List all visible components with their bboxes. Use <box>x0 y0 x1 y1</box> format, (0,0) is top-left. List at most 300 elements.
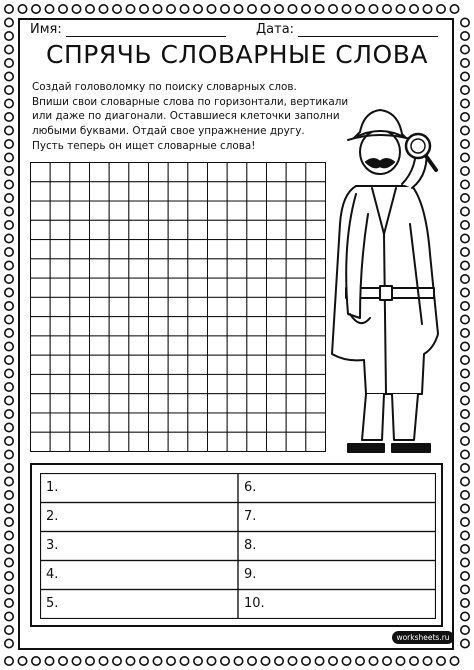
border-ring <box>5 383 13 391</box>
grid-cell[interactable] <box>90 201 110 220</box>
grid-cell[interactable] <box>306 278 326 297</box>
grid-cell[interactable] <box>90 317 110 336</box>
grid-cell[interactable] <box>129 374 149 393</box>
grid-cell[interactable] <box>188 374 208 393</box>
grid-cell[interactable] <box>70 432 90 451</box>
grid-cell[interactable] <box>31 201 51 220</box>
grid-cell[interactable] <box>168 278 188 297</box>
grid-cell[interactable] <box>227 355 247 374</box>
answer-row[interactable] <box>41 590 239 619</box>
border-ring <box>410 5 418 13</box>
instruction-line: или даже по диагонали. Оставшиеся клеточки заполни <box>32 110 340 123</box>
answer-label: 3. <box>46 538 59 553</box>
grid-cell[interactable] <box>90 240 110 259</box>
name-label: Имя: <box>30 22 62 37</box>
grid-cell[interactable] <box>149 220 169 239</box>
border-ring <box>5 72 13 80</box>
border-ring <box>5 450 13 458</box>
grid-cell[interactable] <box>247 432 267 451</box>
grid-cell[interactable] <box>129 317 149 336</box>
grid-cell[interactable] <box>129 201 149 220</box>
grid-cell[interactable] <box>50 220 70 239</box>
grid-cell[interactable] <box>227 259 247 278</box>
border-ring <box>5 545 13 553</box>
grid-cell[interactable] <box>90 432 110 451</box>
grid-cell[interactable] <box>31 432 51 451</box>
grid-cell[interactable] <box>109 182 129 201</box>
grid-cell[interactable] <box>129 432 149 451</box>
border-ring <box>5 113 13 121</box>
border-ring <box>356 657 364 665</box>
grid-cell[interactable] <box>286 201 306 220</box>
grid-cell[interactable] <box>208 336 228 355</box>
grid-cell[interactable] <box>31 182 51 201</box>
grid-cell[interactable] <box>306 220 326 239</box>
grid-cell[interactable] <box>90 413 110 432</box>
grid-cell[interactable] <box>70 394 90 413</box>
grid-cell[interactable] <box>286 413 306 432</box>
grid-cell[interactable] <box>109 432 129 451</box>
border-ring <box>5 288 13 296</box>
grid-cell[interactable] <box>70 413 90 432</box>
grid-cell[interactable] <box>70 355 90 374</box>
grid-cell[interactable] <box>168 317 188 336</box>
grid-cell[interactable] <box>247 394 267 413</box>
border-ring <box>126 5 134 13</box>
grid-cell[interactable] <box>70 182 90 201</box>
grid-cell[interactable] <box>267 220 287 239</box>
grid-cell[interactable] <box>31 163 51 182</box>
answer-row[interactable] <box>238 503 436 532</box>
grid-cell[interactable] <box>188 317 208 336</box>
grid-cell[interactable] <box>109 259 129 278</box>
grid-cell[interactable] <box>50 201 70 220</box>
border-ring <box>5 531 13 539</box>
grid-cell[interactable] <box>109 201 129 220</box>
grid-cell[interactable] <box>90 278 110 297</box>
grid-cell[interactable] <box>227 240 247 259</box>
grid-cell[interactable] <box>70 374 90 393</box>
grid-cell[interactable] <box>149 317 169 336</box>
grid-cell[interactable] <box>188 336 208 355</box>
border-ring <box>5 639 13 647</box>
grid-cell[interactable] <box>90 336 110 355</box>
grid-cell[interactable] <box>267 394 287 413</box>
grid-cell[interactable] <box>129 220 149 239</box>
grid-cell[interactable] <box>168 336 188 355</box>
border-ring <box>437 5 445 13</box>
border-ring <box>396 5 404 13</box>
grid-cell[interactable] <box>247 240 267 259</box>
grid-cell[interactable] <box>306 240 326 259</box>
grid-cell[interactable] <box>70 317 90 336</box>
border-ring <box>461 464 469 472</box>
grid-cell[interactable] <box>31 374 51 393</box>
grid-cell[interactable] <box>208 394 228 413</box>
grid-cell[interactable] <box>306 201 326 220</box>
grid-cell[interactable] <box>267 297 287 316</box>
border-ring <box>5 558 13 566</box>
grid-cell[interactable] <box>227 336 247 355</box>
grid-cell[interactable] <box>168 432 188 451</box>
grid-cell[interactable] <box>149 201 169 220</box>
grid-cell[interactable] <box>149 240 169 259</box>
border-ring <box>5 369 13 377</box>
grid-cell[interactable] <box>188 240 208 259</box>
border-ring <box>248 5 256 13</box>
grid-cell[interactable] <box>31 240 51 259</box>
border-ring <box>461 383 469 391</box>
answer-row[interactable] <box>238 474 436 503</box>
grid-cell[interactable] <box>306 413 326 432</box>
grid-cell[interactable] <box>149 394 169 413</box>
grid-cell[interactable] <box>90 259 110 278</box>
grid-cell[interactable] <box>109 374 129 393</box>
grid-cell[interactable] <box>31 355 51 374</box>
grid-cell[interactable] <box>267 317 287 336</box>
grid-cell[interactable] <box>188 201 208 220</box>
date-line[interactable] <box>298 22 438 37</box>
grid-cell[interactable] <box>50 240 70 259</box>
grid-cell[interactable] <box>109 336 129 355</box>
grid-cell[interactable] <box>227 163 247 182</box>
grid-cell[interactable] <box>188 297 208 316</box>
answer-row[interactable] <box>238 590 436 619</box>
grid-cell[interactable] <box>149 432 169 451</box>
grid-cell[interactable] <box>227 297 247 316</box>
grid-cell[interactable] <box>286 220 306 239</box>
border-ring <box>450 657 458 665</box>
grid-cell[interactable] <box>267 336 287 355</box>
border-ring <box>5 504 13 512</box>
grid-cell[interactable] <box>267 182 287 201</box>
grid-cell[interactable] <box>90 374 110 393</box>
instruction-line: любыми буквами. Отдай свое упражнение другу. <box>32 125 305 138</box>
answer-row[interactable] <box>41 532 239 561</box>
grid-cell[interactable] <box>227 278 247 297</box>
grid-cell[interactable] <box>149 355 169 374</box>
border-ring <box>461 410 469 418</box>
grid-cell[interactable] <box>31 317 51 336</box>
border-ring <box>315 657 323 665</box>
grid-cell[interactable] <box>70 201 90 220</box>
grid-cell[interactable] <box>286 394 306 413</box>
grid-cell[interactable] <box>50 163 70 182</box>
grid-cell[interactable] <box>149 297 169 316</box>
grid-cell[interactable] <box>129 336 149 355</box>
grid-cell[interactable] <box>168 259 188 278</box>
grid-cell[interactable] <box>286 355 306 374</box>
grid-cell[interactable] <box>208 432 228 451</box>
grid-cell[interactable] <box>90 220 110 239</box>
grid-cell[interactable] <box>267 432 287 451</box>
grid-cell[interactable] <box>208 182 228 201</box>
grid-cell[interactable] <box>188 432 208 451</box>
grid-cell[interactable] <box>306 336 326 355</box>
grid-cell[interactable] <box>50 394 70 413</box>
grid-cell[interactable] <box>267 374 287 393</box>
grid-cell[interactable] <box>306 182 326 201</box>
grid-cell[interactable] <box>168 240 188 259</box>
answer-label: 10. <box>244 596 265 611</box>
grid-cell[interactable] <box>109 278 129 297</box>
grid-cell[interactable] <box>286 374 306 393</box>
grid-cell[interactable] <box>70 259 90 278</box>
border-ring <box>461 207 469 215</box>
grid-cell[interactable] <box>208 240 228 259</box>
grid-cell[interactable] <box>129 413 149 432</box>
grid-cell[interactable] <box>247 336 267 355</box>
grid-cell[interactable] <box>188 163 208 182</box>
grid-cell[interactable] <box>149 413 169 432</box>
grid-cell[interactable] <box>227 413 247 432</box>
grid-cell[interactable] <box>149 336 169 355</box>
border-ring <box>329 657 337 665</box>
grid-cell[interactable] <box>129 240 149 259</box>
grid-cell[interactable] <box>70 220 90 239</box>
border-ring <box>461 261 469 269</box>
grid-cell[interactable] <box>129 355 149 374</box>
border-ring <box>461 437 469 445</box>
grid-cell[interactable] <box>31 278 51 297</box>
grid-cell[interactable] <box>129 278 149 297</box>
grid-cell[interactable] <box>188 259 208 278</box>
grid-cell[interactable] <box>247 297 267 316</box>
grid-cell[interactable] <box>208 355 228 374</box>
border-ring <box>45 5 53 13</box>
grid-cell[interactable] <box>227 220 247 239</box>
border-ring <box>461 423 469 431</box>
border-ring <box>5 518 13 526</box>
grid-cell[interactable] <box>208 297 228 316</box>
grid-cell[interactable] <box>306 355 326 374</box>
border-ring <box>167 657 175 665</box>
instruction-line: Создай головоломку по поиску словарных слов. <box>32 81 297 93</box>
grid-cell[interactable] <box>286 259 306 278</box>
border-ring <box>461 32 469 40</box>
answer-row[interactable] <box>41 561 239 590</box>
grid-cell[interactable] <box>50 317 70 336</box>
grid-cell[interactable] <box>50 413 70 432</box>
grid-cell[interactable] <box>306 432 326 451</box>
border-ring <box>221 5 229 13</box>
grid-cell[interactable] <box>208 374 228 393</box>
grid-cell[interactable] <box>50 374 70 393</box>
grid-cell[interactable] <box>267 259 287 278</box>
grid-cell[interactable] <box>267 240 287 259</box>
grid-cell[interactable] <box>149 374 169 393</box>
grid-cell[interactable] <box>129 182 149 201</box>
grid-cell[interactable] <box>286 163 306 182</box>
name-line[interactable] <box>66 22 226 37</box>
grid-cell[interactable] <box>188 220 208 239</box>
border-ring <box>5 315 13 323</box>
grid-cell[interactable] <box>208 413 228 432</box>
border-ring <box>461 477 469 485</box>
grid-cell[interactable] <box>50 336 70 355</box>
grid-cell[interactable] <box>286 432 306 451</box>
grid-cell[interactable] <box>31 394 51 413</box>
grid-cell[interactable] <box>247 182 267 201</box>
grid-cell[interactable] <box>247 278 267 297</box>
grid-cell[interactable] <box>50 259 70 278</box>
grid-cell[interactable] <box>208 278 228 297</box>
grid-cell[interactable] <box>247 163 267 182</box>
border-ring <box>461 72 469 80</box>
grid-cell[interactable] <box>247 317 267 336</box>
border-ring <box>461 153 469 161</box>
grid-cell[interactable] <box>306 317 326 336</box>
grid-cell[interactable] <box>109 317 129 336</box>
answer-row[interactable] <box>41 474 239 503</box>
grid-cell[interactable] <box>267 163 287 182</box>
grid-cell[interactable] <box>109 413 129 432</box>
border-ring <box>461 275 469 283</box>
grid-cell[interactable] <box>267 355 287 374</box>
grid-cell[interactable] <box>208 163 228 182</box>
answer-label: 7. <box>244 509 257 524</box>
grid-cell[interactable] <box>247 201 267 220</box>
grid-cell[interactable] <box>50 355 70 374</box>
grid-cell[interactable] <box>70 297 90 316</box>
grid-cell[interactable] <box>50 182 70 201</box>
grid-cell[interactable] <box>227 317 247 336</box>
border-ring <box>461 531 469 539</box>
grid-cell[interactable] <box>286 317 306 336</box>
grid-cell[interactable] <box>129 394 149 413</box>
grid-cell[interactable] <box>208 201 228 220</box>
grid-cell[interactable] <box>31 297 51 316</box>
grid-cell[interactable] <box>149 182 169 201</box>
grid-cell[interactable] <box>70 163 90 182</box>
border-ring <box>461 329 469 337</box>
grid-cell[interactable] <box>247 259 267 278</box>
grid-cell[interactable] <box>168 355 188 374</box>
grid-cell[interactable] <box>168 297 188 316</box>
grid-cell[interactable] <box>50 297 70 316</box>
grid-cell[interactable] <box>129 259 149 278</box>
grid-cell[interactable] <box>50 432 70 451</box>
grid-cell[interactable] <box>188 355 208 374</box>
border-ring <box>461 59 469 67</box>
detective-illustration <box>326 104 446 456</box>
grid-cell[interactable] <box>247 220 267 239</box>
border-ring <box>5 572 13 580</box>
grid-cell[interactable] <box>109 355 129 374</box>
grid-cell[interactable] <box>31 259 51 278</box>
grid-cell[interactable] <box>227 182 247 201</box>
grid-cell[interactable] <box>306 374 326 393</box>
grid-cell[interactable] <box>149 278 169 297</box>
grid-cell[interactable] <box>168 374 188 393</box>
grid-cell[interactable] <box>129 297 149 316</box>
date-label: Дата: <box>256 22 295 37</box>
grid-cell[interactable] <box>286 297 306 316</box>
grid-cell[interactable] <box>267 201 287 220</box>
grid-cell[interactable] <box>208 220 228 239</box>
grid-cell[interactable] <box>50 278 70 297</box>
border-ring <box>461 167 469 175</box>
border-ring <box>383 657 391 665</box>
grid-cell[interactable] <box>188 394 208 413</box>
grid-cell[interactable] <box>168 201 188 220</box>
grid-cell[interactable] <box>267 413 287 432</box>
grid-cell[interactable] <box>306 259 326 278</box>
grid-cell[interactable] <box>247 374 267 393</box>
grid-cell[interactable] <box>267 278 287 297</box>
grid-cell[interactable] <box>31 413 51 432</box>
grid-cell[interactable] <box>286 182 306 201</box>
puzzle-grid[interactable] <box>30 162 326 452</box>
grid-cell[interactable] <box>168 220 188 239</box>
answer-row[interactable] <box>41 503 239 532</box>
grid-cell[interactable] <box>31 336 51 355</box>
grid-cell[interactable] <box>149 259 169 278</box>
answer-row[interactable] <box>238 532 436 561</box>
grid-cell[interactable] <box>129 163 149 182</box>
grid-cell[interactable] <box>227 374 247 393</box>
grid-cell[interactable] <box>70 240 90 259</box>
grid-cell[interactable] <box>306 163 326 182</box>
grid-cell[interactable] <box>227 201 247 220</box>
border-ring <box>5 585 13 593</box>
grid-cell[interactable] <box>168 413 188 432</box>
instruction-line: Впиши свои словарные слова по горизонтали, вертикали <box>32 95 349 108</box>
grid-cell[interactable] <box>188 278 208 297</box>
grid-cell[interactable] <box>168 394 188 413</box>
grid-cell[interactable] <box>208 259 228 278</box>
grid-cell[interactable] <box>168 163 188 182</box>
name-field[interactable] <box>30 22 230 37</box>
grid-cell[interactable] <box>90 355 110 374</box>
grid-cell[interactable] <box>109 394 129 413</box>
grid-cell[interactable] <box>286 336 306 355</box>
border-ring <box>5 275 13 283</box>
header-fields <box>30 22 444 42</box>
grid-cell[interactable] <box>90 163 110 182</box>
grid-cell[interactable] <box>90 394 110 413</box>
grid-cell[interactable] <box>227 432 247 451</box>
grid-cell[interactable] <box>227 394 247 413</box>
answer-row[interactable] <box>238 561 436 590</box>
grid-cell[interactable] <box>109 220 129 239</box>
grid-cell[interactable] <box>188 182 208 201</box>
grid-cell[interactable] <box>90 182 110 201</box>
date-field[interactable] <box>256 22 444 37</box>
border-ring <box>5 261 13 269</box>
border-ring <box>461 491 469 499</box>
grid-cell[interactable] <box>109 163 129 182</box>
grid-cell[interactable] <box>109 240 129 259</box>
grid-cell[interactable] <box>168 182 188 201</box>
border-ring <box>461 86 469 94</box>
grid-cell[interactable] <box>247 355 267 374</box>
grid-cell[interactable] <box>286 240 306 259</box>
grid-cell[interactable] <box>70 336 90 355</box>
grid-cell[interactable] <box>247 413 267 432</box>
grid-cell[interactable] <box>286 278 306 297</box>
grid-cell[interactable] <box>149 163 169 182</box>
grid-cell[interactable] <box>90 297 110 316</box>
grid-cell[interactable] <box>306 297 326 316</box>
grid-cell[interactable] <box>188 413 208 432</box>
grid-cell[interactable] <box>109 297 129 316</box>
grid-cell[interactable] <box>70 278 90 297</box>
grid-cell[interactable] <box>306 394 326 413</box>
grid-cell[interactable] <box>208 317 228 336</box>
grid-cell[interactable] <box>31 220 51 239</box>
border-ring <box>5 599 13 607</box>
